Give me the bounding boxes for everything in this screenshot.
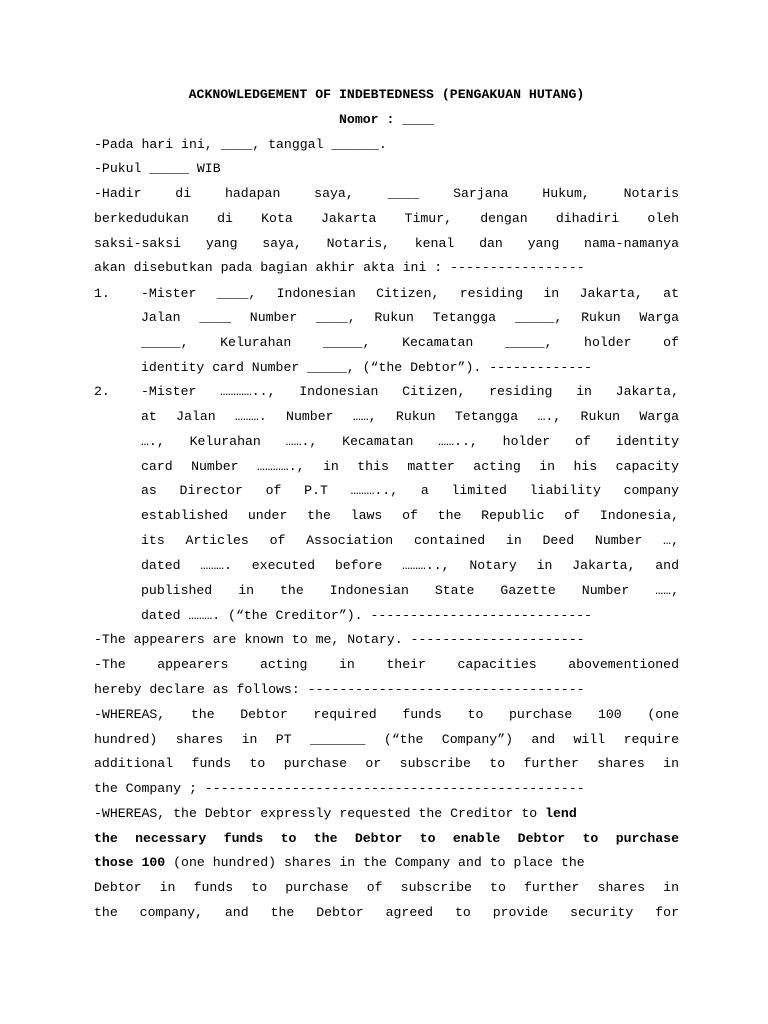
text-line: dated ………. executed before ……….., Notary in Jakarta, and	[141, 558, 679, 573]
text-line: berkedudukan di Kota Jakarta Timur, dengan dihadiri oleh	[94, 211, 679, 226]
text-line: published in the Indonesian State Gazette Number ……,	[141, 583, 679, 598]
text-line: hundred) shares in PT _______ (“the Company”) and will require	[94, 732, 679, 747]
text-line: as Director of P.T ……….., a limited liability company	[141, 483, 679, 498]
text-line: established under the laws of the Republic of Indonesia,	[141, 508, 679, 523]
bold-segment: lend	[545, 806, 577, 821]
text-line: Jalan ____ Number ____, Rukun Tetangga _____, Rukun Warga	[141, 310, 679, 325]
bold-segment: those 100	[94, 855, 166, 870]
text-line: card Number …………., in this matter acting in his capacity	[141, 459, 679, 474]
text-line: the company, and the Debtor agreed to provide security for	[94, 905, 679, 920]
text-line: _____, Kelurahan _____, Kecamatan _____, holder of	[141, 335, 679, 350]
text-line: -Mister ____, Indonesian Citizen, residing in Jakarta, at	[141, 286, 679, 301]
text-line	[94, 802, 679, 827]
list-number: 2.	[94, 384, 110, 399]
text-line: additional funds to purchase or subscribe to further shares in	[94, 756, 679, 771]
text-line: -Mister ………….., Indonesian Citizen, residing in Jakarta,	[141, 384, 679, 399]
text-segment: -WHEREAS, the Debtor expressly requested the Creditor to	[94, 806, 546, 821]
deed-number: Nomor : ____	[339, 112, 434, 127]
text-line: -Pukul _____ WIB	[94, 161, 221, 176]
text-line: -The appearers acting in their capacities abovementioned	[94, 657, 679, 672]
text-line: -Pada hari ini, ____, tanggal ______.	[94, 137, 387, 152]
text-line: hereby declare as follows: -----------------------------------	[94, 682, 585, 697]
list-number: 1.	[94, 286, 110, 301]
text-line: …., Kelurahan ……., Kecamatan …….., holder of identity	[141, 434, 679, 449]
text-line: dated ………. (“the Creditor”). ----------------------------	[141, 608, 593, 623]
text-line: identity card Number _____, (“the Debtor”). -------------	[141, 360, 593, 375]
text-line: its Articles of Association contained in Deed Number …,	[141, 533, 679, 548]
text-line: -The appearers are known to me, Notary. ----------------------	[94, 632, 585, 647]
text-line	[94, 851, 679, 876]
text-line: the Company ; ------------------------------------------------	[94, 781, 585, 796]
text-line: saksi-saksi yang saya, Notaris, kenal dan yang nama-namanya	[94, 236, 679, 251]
text-line: akan disebutkan pada bagian akhir akta ini : -----------------	[94, 260, 585, 275]
text-segment: (one hundred) shares in the Company and to place the	[165, 855, 585, 870]
text-line: -WHEREAS, the Debtor required funds to purchase 100 (one	[94, 707, 679, 722]
document-title: ACKNOWLEDGEMENT OF INDEBTEDNESS (PENGAKUAN HUTANG)	[188, 87, 585, 102]
text-line: Debtor in funds to purchase of subscribe to further shares in	[94, 880, 679, 895]
bold-text-line: the necessary funds to the Debtor to enable Debtor to purchase	[94, 831, 679, 846]
text-line: at Jalan ………. Number ……, Rukun Tetangga …., Rukun Warga	[141, 409, 679, 424]
text-line: -Hadir di hadapan saya, ____ Sarjana Hukum, Notaris	[94, 186, 679, 201]
